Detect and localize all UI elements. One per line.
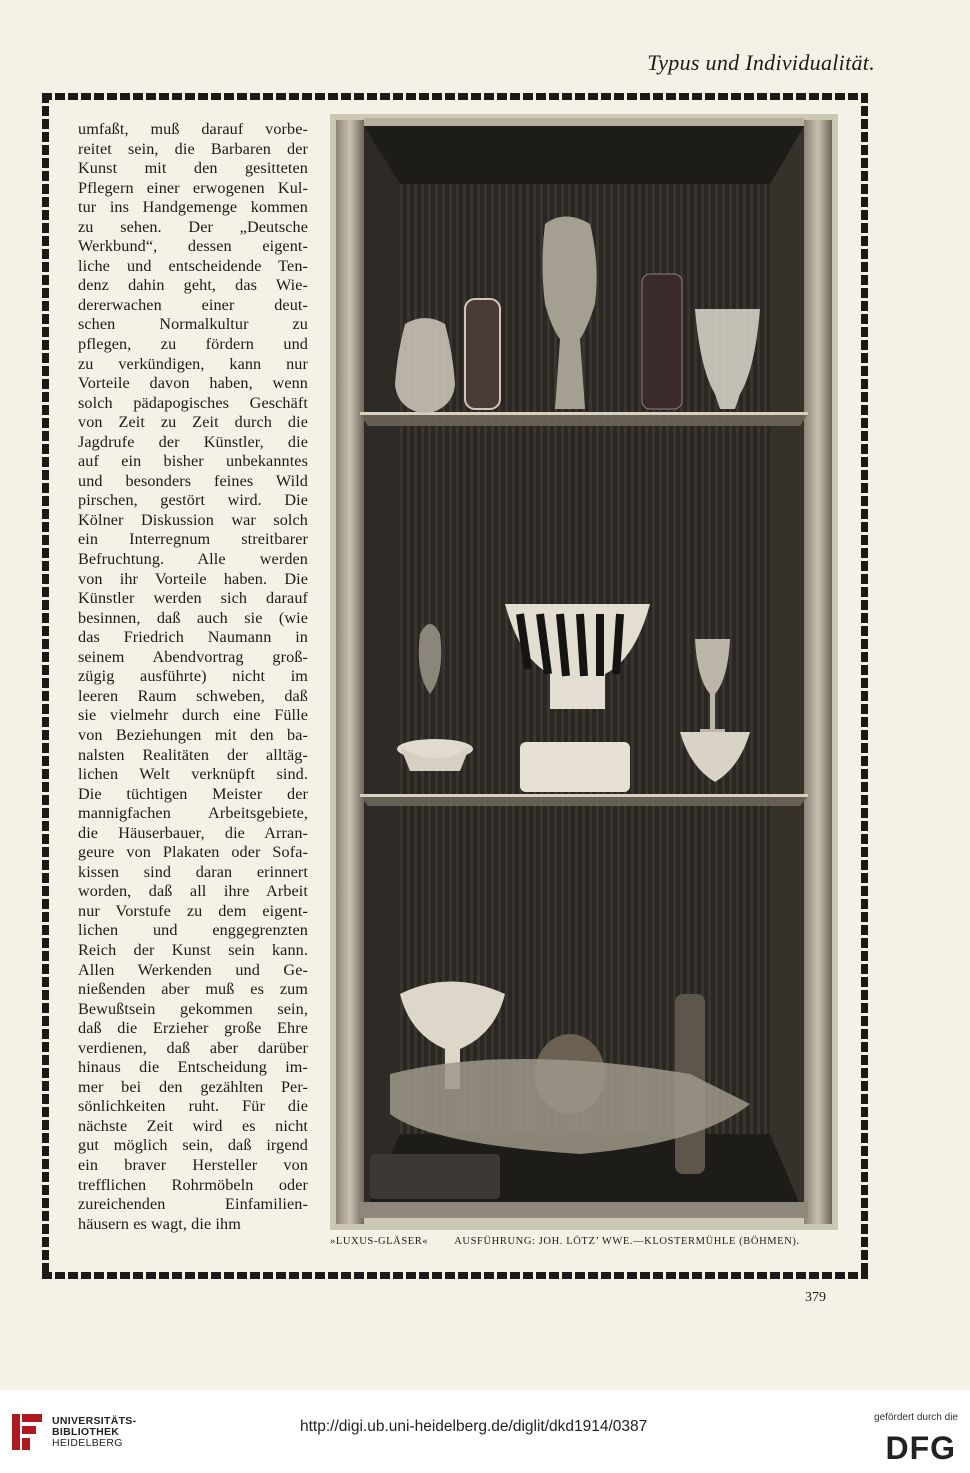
- text-line: Künstler werden sich darauf: [78, 589, 308, 608]
- text-line: kissen sind daran erinnert: [78, 862, 308, 881]
- ornamental-border-left: [42, 93, 49, 1279]
- text-line: Kölner Diskussion war solch: [78, 510, 308, 529]
- text-line: tur ins Handgemenge kommen: [78, 198, 308, 217]
- text-line: Pflegern einer erwogenen Kul-: [78, 178, 308, 197]
- institution-name: UNIVERSITÄTS- BIBLIOTHEK HEIDELBERG: [52, 1415, 137, 1449]
- ornamental-border-right: [861, 93, 868, 1279]
- text-line: besinnen, daß auch sie (wie: [78, 608, 308, 627]
- text-line: Die tüchtigen Meister der: [78, 784, 308, 803]
- text-line: gut möglich sein, daß irgend: [78, 1136, 308, 1155]
- display-cabinet-photo: [330, 114, 838, 1230]
- text-line: Kunst mit den gesitteten: [78, 159, 308, 178]
- text-line: sie vielmehr durch eine Fülle: [78, 706, 308, 725]
- text-line: solch pädapogisches Geschäft: [78, 393, 308, 412]
- text-line: häusern es wagt, die ihm: [78, 1214, 241, 1233]
- text-line: mannigfachen Arbeitsgebiete,: [78, 804, 308, 823]
- text-line: nur Vorstufe zu dem eigent-: [78, 901, 308, 920]
- page-number: 379: [805, 1290, 826, 1305]
- text-line: mer bei den gezählten Per-: [78, 1077, 308, 1096]
- text-line: lichen und enggegrenzten: [78, 921, 308, 940]
- caption-credit: AUSFÜHRUNG: JOH. LÖTZ’ WWE.—KLOSTERMÜHLE (BÖHMEN).: [454, 1236, 800, 1247]
- text-line: dererwachen einer deut-: [78, 295, 308, 314]
- text-line: Werkbund“, dessen eigent-: [78, 237, 308, 256]
- text-line: zu sehen. Der „Deutsche: [78, 217, 308, 236]
- figure-caption: [330, 1236, 838, 1247]
- text-line: Jagdrufe der Künstler, die: [78, 432, 308, 451]
- text-line: von Beziehungen mit den ba-: [78, 725, 308, 744]
- text-line: ein braver Hersteller von: [78, 1155, 308, 1174]
- text-line: schen Normalkultur zu: [78, 315, 308, 334]
- text-line: pflegen, zu fördern und: [78, 335, 308, 354]
- text-line: und besonders feines Wild: [78, 471, 308, 490]
- text-line: lichen Welt verknüpft sind.: [78, 765, 308, 784]
- cabinet-illustration: [330, 114, 838, 1230]
- text-line: daß die Erzieher große Ehre: [78, 1019, 308, 1038]
- text-line: auf ein bisher unbekanntes: [78, 452, 308, 471]
- university-library-logo-icon: [10, 1412, 46, 1452]
- text-line: Befruchtung. Alle werden: [78, 550, 308, 569]
- text-line: Vorteile davon haben, wenn: [78, 374, 308, 393]
- funded-by-label: gefördert durch die: [874, 1412, 958, 1423]
- text-line: Bewußtsein gekommen sein,: [78, 999, 308, 1018]
- text-line: zügig ausführte) nicht im: [78, 667, 308, 686]
- ornamental-border-top: [42, 93, 868, 100]
- text-line: Allen Werkenden und Ge-: [78, 960, 308, 979]
- dfg-logo: DFG: [885, 1430, 956, 1466]
- ornamental-border-bottom: [42, 1272, 868, 1279]
- text-line: die Häuserbauer, die Arran-: [78, 823, 308, 842]
- text-line: nalsten Realitäten der alltäg-: [78, 745, 308, 764]
- text-line: zu verkündigen, kann nur: [78, 354, 308, 373]
- text-line: seinem Abendvortrag groß-: [78, 647, 308, 666]
- text-line: von ihr Vorteile haben. Die: [78, 569, 308, 588]
- caption-title: »LUXUS-GLÄSER«: [330, 1236, 429, 1247]
- text-line: worden, daß all ihre Arbeit: [78, 882, 308, 901]
- text-line: umfaßt, muß darauf vorbe-: [78, 120, 308, 138]
- text-line: pirschen, gestört wird. Die: [78, 491, 308, 510]
- text-line: ein Interregnum streitbarer: [78, 530, 308, 549]
- running-title: Typus und Individualität.: [647, 50, 875, 75]
- text-line: Reich der Kunst sein kann.: [78, 940, 308, 959]
- text-line: geure von Plakaten oder Sofa-: [78, 843, 308, 862]
- body-text-column: [78, 120, 308, 1234]
- text-line: das Friedrich Naumann in: [78, 628, 308, 647]
- text-line: hinaus die Entscheidung im-: [78, 1058, 308, 1077]
- text-line: zureichenden Einfamilien-: [78, 1195, 308, 1214]
- footer-bar: [0, 1390, 970, 1473]
- text-line: von Zeit zu Zeit durch die: [78, 413, 308, 432]
- source-url-link[interactable]: http://digi.ub.uni-heidelberg.de/diglit/dkd1914/0387: [300, 1418, 648, 1435]
- text-line: trefflichen Rohrmöbeln oder: [78, 1175, 308, 1194]
- text-line: leeren Raum schweben, daß: [78, 686, 308, 705]
- text-line: denz dahin geht, das Wie-: [78, 276, 308, 295]
- text-line: sönlichkeiten ruht. Für die: [78, 1097, 308, 1116]
- text-line: nächste Zeit wird es nicht: [78, 1116, 308, 1135]
- text-line: verdienen, daß aber darüber: [78, 1038, 308, 1057]
- text-line: nießenden aber muß es zum: [78, 980, 308, 999]
- text-line: liche und entscheidende Ten-: [78, 256, 308, 275]
- text-line: reitet sein, die Barbaren der: [78, 139, 308, 158]
